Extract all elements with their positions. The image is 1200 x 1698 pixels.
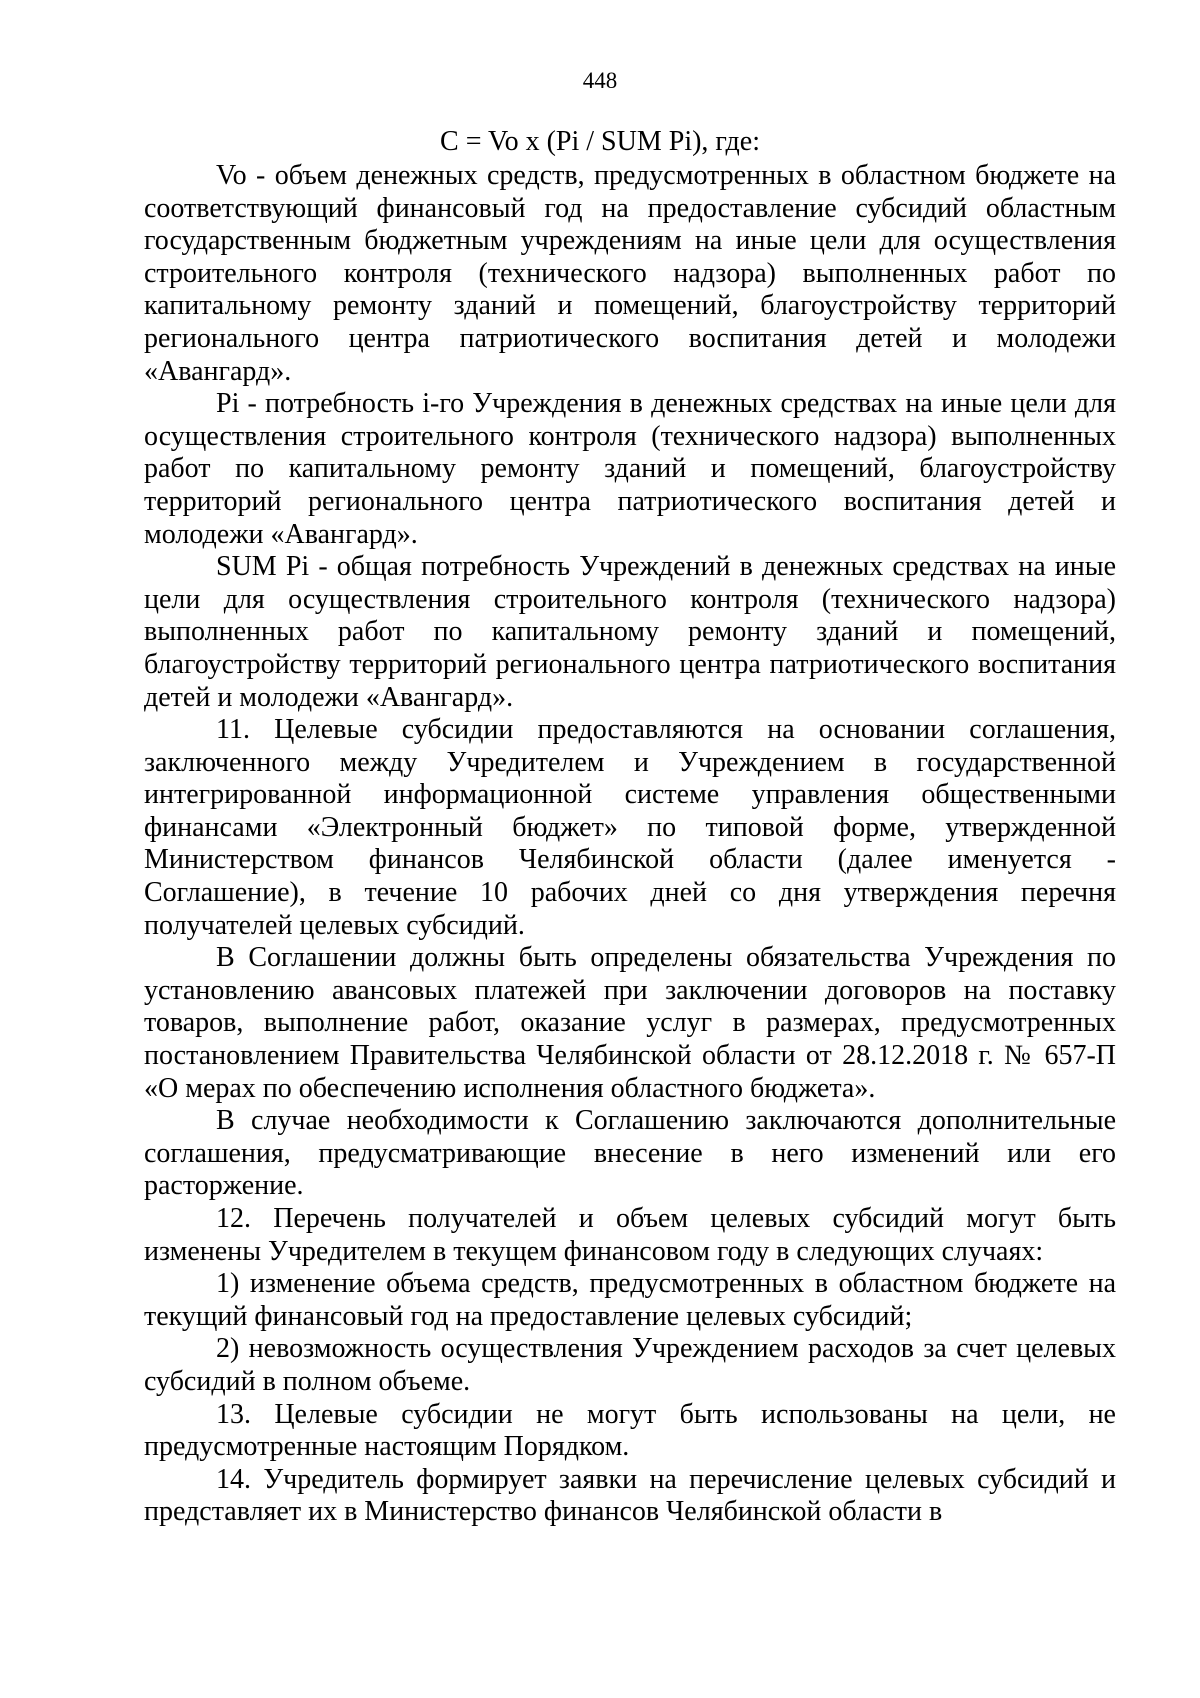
document-body bbox=[144, 160, 1116, 1529]
paragraph-item-12-case-2: 2) невозможность осуществления Учреждением расходов за счет целевых субсидий в полном объеме. bbox=[144, 1333, 1116, 1397]
page-number: 448 bbox=[582, 68, 618, 93]
paragraph-item-12: 12. Перечень получателей и объем целевых субсидий могут быть изменены Учредителем в текущем финансовом году в следующих случаях: bbox=[144, 1203, 1116, 1267]
paragraph-pi-definition: Pi - потребность i-го Учреждения в денежных средствах на иные цели для осуществления строительного контроля (технического надзора) выполненных работ по капитальному ремонту зданий и помещений, благоустройству территорий регионального центра патриотического воспитания детей и молодежи «Авангард». bbox=[144, 388, 1116, 550]
paragraph-sum-pi-definition: SUM Pi - общая потребность Учреждений в денежных средствах на иные цели для осуществления строительного контроля (технического надзора) выполненных работ по капитальному ремонту зданий и помещений, благоустройству территорий регионального центра патриотического воспитания детей и молодежи «Авангард». bbox=[144, 551, 1116, 713]
paragraph-agreement-obligations: В Соглашении должны быть определены обязательства Учреждения по установлению авансовых платежей при заключении договоров на поставку товаров, выполнение работ, оказание услуг в размерах, предусмотренных постановлением Правительства Челябинской области от 28.12.2018 г. № 657-П «О мерах по обеспечению исполнения областного бюджета». bbox=[144, 942, 1116, 1104]
paragraph-vo-definition: Vo - объем денежных средств, предусмотренных в областном бюджете на соответствующий финансовый год на предоставление субсидий областным государственным бюджетным учреждениям на иные цели для осуществления строительного контроля (технического надзора) выполненных работ по капитальному ремонту зданий и помещений, благоустройству территорий регионального центра патриотического воспитания детей и молодежи «Авангард». bbox=[144, 160, 1116, 387]
paragraph-item-12-case-1: 1) изменение объема средств, предусмотренных в областном бюджете на текущий финансовый год на предоставление целевых субсидий; bbox=[144, 1268, 1116, 1332]
paragraph-additional-agreements: В случае необходимости к Соглашению заключаются дополнительные соглашения, предусматривающие внесение в него изменений или его расторжение. bbox=[144, 1105, 1116, 1202]
paragraph-item-11: 11. Целевые субсидии предоставляются на основании соглашения, заключенного между Учредителем и Учреждением в государственной интегрированной информационной системе управления общественными финансами «Электронный бюджет» по типовой форме, утвержденной Министерством финансов Челябинской области (далее именуется - Соглашение), в течение 10 рабочих дней со дня утверждения перечня получателей целевых субсидий. bbox=[144, 714, 1116, 941]
paragraph-item-14: 14. Учредитель формирует заявки на перечисление целевых субсидий и представляет их в Министерство финансов Челябинской области в bbox=[144, 1463, 1116, 1528]
paragraph-item-13: 13. Целевые субсидии не могут быть использованы на цели, не предусмотренные настоящим Порядком. bbox=[144, 1398, 1116, 1463]
formula: C = Vo x (Pi / SUM Pi), где: bbox=[440, 126, 760, 157]
